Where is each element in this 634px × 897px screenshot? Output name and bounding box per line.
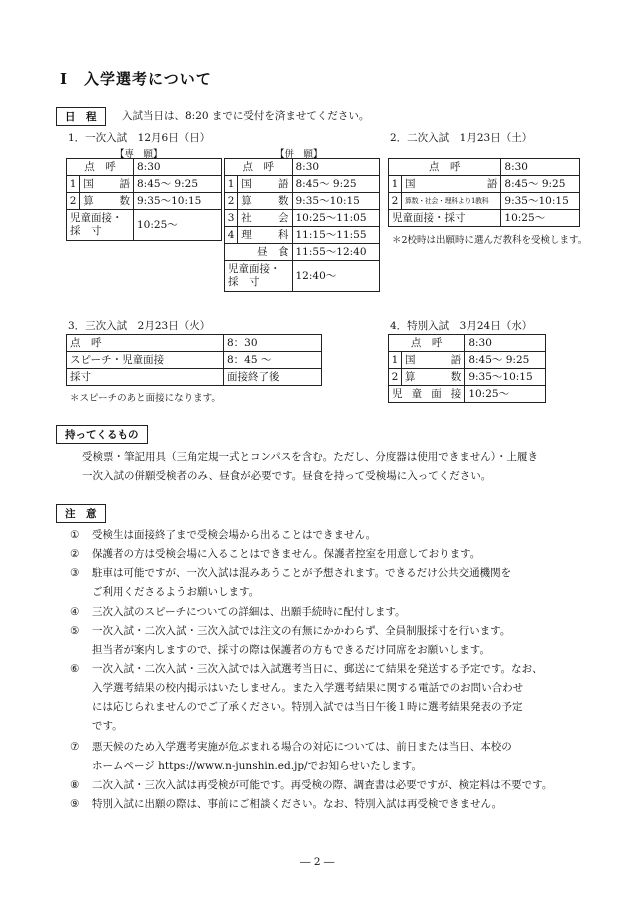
subject-cell: 国 語: [238, 176, 292, 193]
time-cell: 8:30: [134, 159, 222, 176]
subject-cell: 点 呼: [67, 335, 224, 352]
special-table: [388, 334, 546, 403]
time-cell: 8:45〜 9:25: [465, 352, 546, 369]
note-text: ホームページ https://www.n-junshin.ed.jp/でお知らせいたします。: [92, 760, 422, 772]
note-number: ⑥: [70, 663, 80, 675]
table-row: [67, 159, 222, 176]
note-text: 駐車は可能ですが、一次入試は混みあうことが予想されます。できるだけ公共交通機関を: [92, 567, 512, 579]
time-cell: 8:45〜 9:25: [292, 176, 380, 193]
subject-cell: 社 会: [238, 210, 292, 227]
time-cell: 10:25〜: [134, 210, 222, 241]
note-number: ⑨: [70, 798, 80, 810]
time-cell: 面接終了後: [224, 369, 322, 386]
time-cell: 8：45 〜: [224, 352, 322, 369]
heigan-label: 【併 願】: [275, 149, 323, 160]
subject-cell: 国 語: [402, 352, 465, 369]
num-cell: 2: [389, 369, 402, 386]
note-text: 担当者が案内しますので、採寸の際は保護者の方もできるだけ同席をお願いします。: [92, 644, 490, 656]
num-cell: 4: [225, 227, 238, 244]
third-table: [66, 334, 322, 386]
senkan-table: [66, 158, 222, 241]
num-cell: 3: [225, 210, 238, 227]
subject-cell: 点 呼: [67, 159, 134, 176]
num-cell: 1: [225, 176, 238, 193]
subject-cell: 児童面接・採 寸: [67, 210, 134, 241]
third-exam-note: ＊スピーチのあと面接になります。: [70, 393, 221, 404]
note-text: 一次入試・二次入試・三次入試では入試選考当日に、郵送にて結果を発送する予定です。なお、: [92, 663, 543, 675]
subject-cell: 点 呼: [225, 159, 293, 176]
table-row: [225, 176, 380, 193]
second-exam-note: ＊2校時は出願時に選んだ教科を受検します。: [392, 235, 588, 246]
subject-cell: 児童面接: [389, 386, 465, 403]
time-cell: 11:15〜11:55: [292, 227, 380, 244]
note-number: ①: [70, 529, 80, 541]
notes-label: 注 意: [56, 504, 106, 523]
note-text: には応じられませんのでご了承ください。特別入試では当日午後１時に選考結果発表の予定: [92, 701, 523, 713]
table-row: [67, 210, 222, 241]
section-heading: Ⅰ 入学選考について: [60, 70, 212, 88]
table-row: [225, 210, 380, 227]
table-row: [67, 176, 222, 193]
time-cell: 8:30: [292, 159, 380, 176]
items-label: 持ってくるもの: [56, 425, 148, 444]
time-cell: 8:45〜 9:25: [501, 176, 580, 193]
num-cell: 1: [67, 176, 80, 193]
table-row: [67, 369, 322, 386]
note-text: 二次入試・三次入試は再受検が可能です。再受検の際、調査書は必要ですが、検定料は不要です。: [92, 779, 553, 791]
subject-cell: 国 語: [402, 176, 501, 193]
table-row: [389, 335, 546, 352]
table-row: [225, 159, 380, 176]
time-cell: 12:40〜: [292, 261, 380, 292]
num-cell: 2: [389, 193, 402, 210]
table-row: [67, 335, 322, 352]
page-number: ― 2 ―: [300, 856, 335, 868]
first-exam-title: 1．一次入試 12月6日（日）: [68, 132, 211, 144]
note-text: 入学選考結果の校内掲示はいたしません。また入学選考結果に関する電話でのお問い合わせ: [92, 682, 524, 694]
note-number: ④: [70, 606, 80, 618]
subject-cell: 国 語: [80, 176, 134, 193]
subject-cell: 児童面接・採寸: [389, 210, 501, 227]
note-number: ②: [70, 548, 80, 560]
time-cell: 8:45〜 9:25: [134, 176, 222, 193]
note-text: です。: [92, 720, 123, 732]
note-text: 一次入試・二次入試・三次入試では注文の有無にかかわらず、全員制服採寸を行います。: [92, 625, 511, 637]
table-row: [389, 369, 546, 386]
senkan-label: 【専 願】: [115, 149, 163, 160]
table-row: [389, 210, 580, 227]
third-exam-title: 3．三次入試 2月23日（火）: [68, 320, 211, 332]
num-cell: 2: [67, 193, 80, 210]
note-number: ⑧: [70, 779, 80, 791]
items-line-2: 一次入試の併願受検者のみ、昼食が必要です。昼食を持って受検場に入ってください。: [82, 470, 492, 482]
table-row: [67, 352, 322, 369]
second-table: [388, 158, 580, 227]
note-number: ⑤: [70, 625, 80, 637]
subject-cell: 算 数: [238, 193, 292, 210]
items-line-1: 受検票・筆記用具（三角定規一式とコンパスを含む。ただし、分度器は使用できません）・上履き: [82, 451, 539, 463]
note-text: ご利用くださるようお願いします。: [92, 586, 260, 598]
table-row: [389, 352, 546, 369]
num-cell: 1: [389, 352, 402, 369]
subject-cell: 理 科: [238, 227, 292, 244]
num-cell: 1: [389, 176, 402, 193]
time-cell: 9:35〜10:15: [292, 193, 380, 210]
table-row: [389, 159, 580, 176]
subject-cell: 算 数: [80, 193, 134, 210]
time-cell: 10:25〜: [465, 386, 546, 403]
heigan-table: [224, 158, 380, 292]
table-row: [225, 193, 380, 210]
time-cell: 8:30: [501, 159, 580, 176]
note-text: 悪天候のため入学選考実施が危ぶまれる場合の対応については、前日または当日、本校の: [92, 741, 512, 753]
note-text: 受検生は面接終了まで受検会場から出ることはできません。: [92, 529, 377, 541]
time-cell: 11:55〜12:40: [292, 244, 380, 261]
subject-cell: スピーチ・児童面接: [67, 352, 224, 369]
subject-cell: 算 数: [402, 369, 465, 386]
table-row: [225, 244, 380, 261]
time-cell: 9:35〜10:15: [134, 193, 222, 210]
note-text: 保護者の方は受検会場に入ることはできません。保護者控室を用意しております。: [92, 548, 481, 560]
table-row: [389, 176, 580, 193]
table-row: [389, 193, 580, 210]
subject-cell: 採寸: [67, 369, 224, 386]
subject-cell: 点 呼: [389, 159, 501, 176]
table-row: [225, 261, 380, 292]
special-exam-title: 4．特別入試 3月24日（水）: [390, 320, 533, 332]
schedule-note: 入試当日は、8:20 までに受付を済ませてください。: [122, 110, 370, 122]
table-row: [67, 193, 222, 210]
note-text: 三次入試のスピーチについての詳細は、出願手続時に配付します。: [92, 606, 406, 618]
table-row: [389, 386, 546, 403]
num-cell: 2: [225, 193, 238, 210]
time-cell: 10:25〜11:05: [292, 210, 380, 227]
time-cell: 8:30: [465, 335, 546, 352]
table-row: [225, 227, 380, 244]
subject-cell: 昼 食: [225, 244, 293, 261]
time-cell: 9:35〜10:15: [465, 369, 546, 386]
subject-cell: 算数・社会・理科より1教科: [402, 193, 501, 210]
note-text: 特別入試に出願の際は、事前にご相談ください。なお、特別入試は再受検できません。: [92, 798, 503, 810]
note-number: ⑦: [70, 741, 80, 753]
second-exam-title: 2．二次入試 1月23日（土）: [390, 132, 533, 144]
time-cell: 8：30: [224, 335, 322, 352]
time-cell: 10:25〜: [501, 210, 580, 227]
subject-cell: 児童面接・採 寸: [225, 261, 293, 292]
time-cell: 9:35〜10:15: [501, 193, 580, 210]
schedule-label: 日 程: [56, 107, 106, 126]
note-number: ③: [70, 567, 80, 579]
subject-cell: 点 呼: [389, 335, 465, 352]
